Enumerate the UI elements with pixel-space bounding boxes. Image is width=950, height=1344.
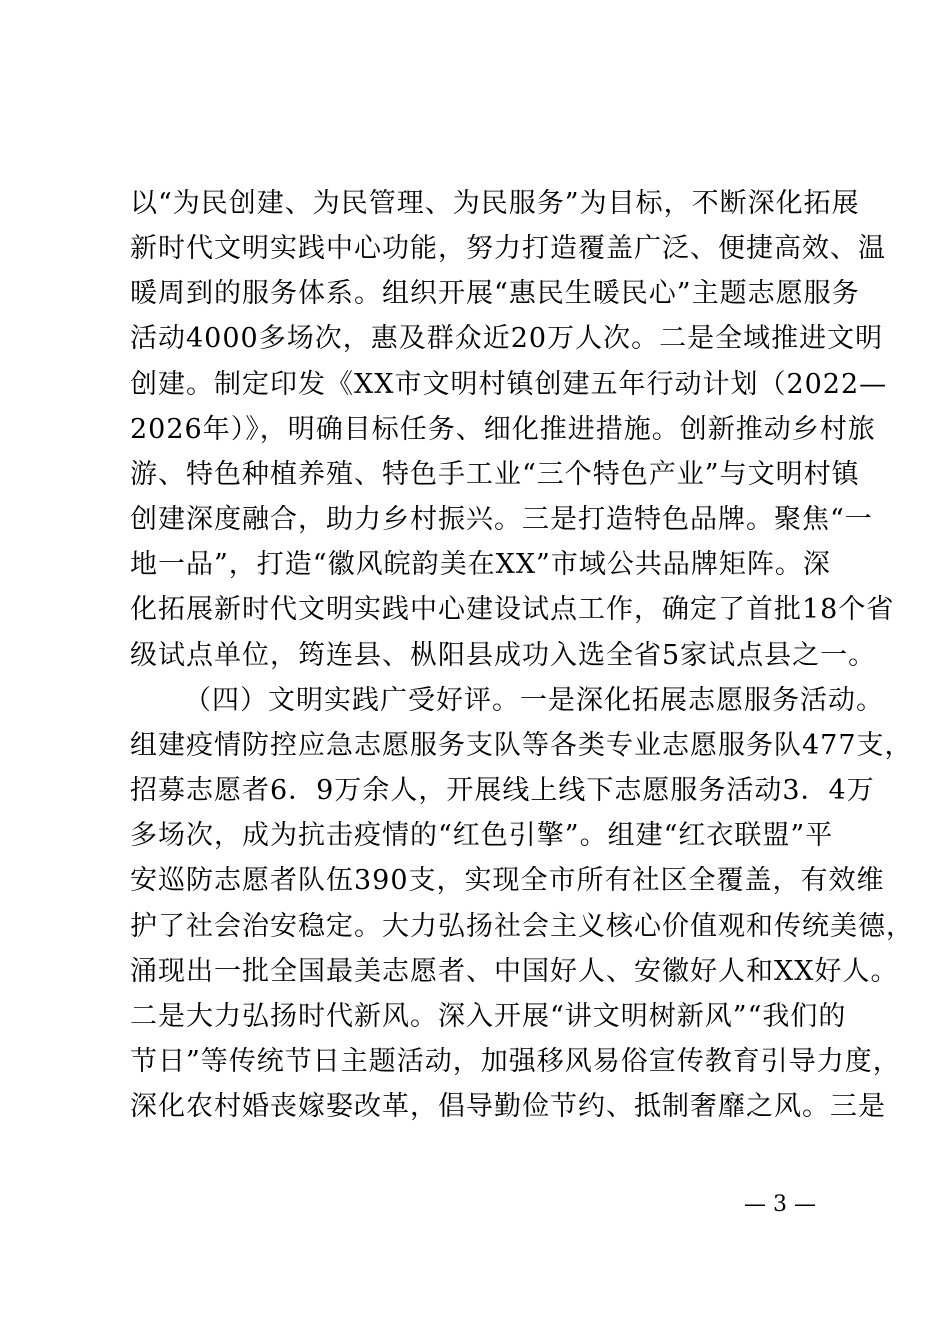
body-text-line: 以“为民创建、为民管理、为民服务”为目标，不断深化拓展 (130, 188, 860, 219)
body-text-line: 2026年）》，明确目标任务、细化推进措施。创新推动乡村旅 (130, 414, 876, 445)
body-text-line: 多场次，成为抗击疫情的“红色引擎”。组建“红衣联盟”平 (130, 820, 834, 851)
section-heading-line: （四）文明实践广受好评。一是深化拓展志愿服务活动。 (184, 685, 884, 716)
body-text-line: 组建疫情防控应急志愿服务支队等各类专业志愿服务队477支， (130, 730, 913, 761)
body-text-line: 创建。制定印发《XX市文明村镇创建五年行动计划（2022— (130, 369, 888, 400)
body-text-line: 化拓展新时代文明实践中心建设试点工作，确定了首批18个省 (130, 594, 895, 625)
body-text-line: 游、特色种植养殖、特色手工业“三个特色产业”与文明村镇 (130, 459, 860, 490)
body-text-line: 节日”等传统节日主题活动，加强移风易俗宣传教育引导力度， (130, 1046, 901, 1077)
body-text-line: 级试点单位，筠连县、枞阳县成功入选全省5家试点县之一。 (130, 640, 877, 671)
body-text-line: 创建深度融合，助力乡村振兴。三是打造特色品牌。聚焦“一 (130, 504, 873, 535)
body-text-line: 暖周到的服务体系。组织开展“惠民生暖民心”主题志愿服务 (130, 278, 860, 309)
body-text-line: 安巡防志愿者队伍390支，实现全市所有社区全覆盖，有效维 (130, 865, 885, 896)
body-text-line: 涌现出一批全国最美志愿者、中国好人、安徽好人和XX好人。 (130, 956, 899, 987)
body-text-line: 二是大力弘扬时代新风。深入开展“讲文明树新风”“我们的 (130, 1001, 847, 1032)
body-text-line: 招募志愿者6．9万余人，开展线上线下志愿服务活动3．4万 (130, 775, 875, 806)
body-text-line: 护了社会治安稳定。大力弘扬社会主义核心价值观和传统美德， (130, 911, 914, 942)
body-text-line: 深化农村婚丧嫁娶改革，倡导勤俭节约、抵制奢靡之风。三是 (130, 1091, 886, 1122)
page-number: — 3 — (744, 1192, 816, 1217)
body-text-line: 新时代文明实践中心功能，努力打造覆盖广泛、便捷高效、温 (130, 233, 886, 264)
body-text-line: 活动4000多场次，惠及群众近20万人次。二是全域推进文明 (130, 323, 884, 354)
body-text-line: 地一品”，打造“徽风皖韵美在XX”市域公共品牌矩阵。深 (130, 549, 831, 580)
